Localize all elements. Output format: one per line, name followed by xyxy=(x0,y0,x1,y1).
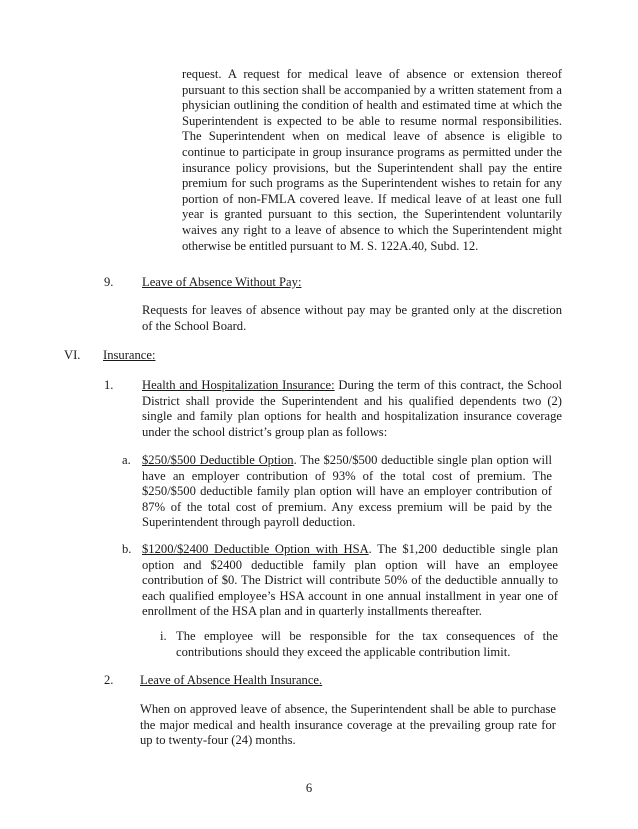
page-number: 6 xyxy=(305,781,313,795)
insurance-item-1-number: 1. xyxy=(104,378,114,392)
option-b-paragraph xyxy=(142,542,558,620)
item-9-number: 9. xyxy=(104,275,114,289)
insurance-item-2-body: When on approved leave of absence, the Superintendent shall be able to purchase the major medical and health insurance coverage at the prevailing group rate for up to twenty-four (24) months. xyxy=(140,702,556,748)
option-b-heading: $1200/$2400 Deductible Option with HSA xyxy=(142,542,369,556)
option-a-body: . The $250/$500 deductible single plan option will have an employer contribution of 93% of the total cost of premium. The $250/$500 deductible family plan option will have an employer contribution of 87% of the total cost of premium. Any excess premium will be paid by the Superintendent through payroll deduction. xyxy=(142,453,552,530)
subitem-i-body: The employee will be responsible for the tax consequences of the contributions should they exceed the applicable contribution limit. xyxy=(176,629,558,659)
insurance-item-1-heading: Health and Hospitalization Insurance: xyxy=(142,378,335,392)
option-a-letter: a. xyxy=(122,453,131,467)
option-a-paragraph xyxy=(142,453,552,531)
section-6-heading: Insurance: xyxy=(103,348,156,362)
option-b-letter: b. xyxy=(122,542,132,556)
insurance-item-1-paragraph xyxy=(142,378,562,440)
section-6-number: VI. xyxy=(64,348,81,362)
option-a-heading: $250/$500 Deductible Option xyxy=(142,453,294,467)
insurance-item-2-heading: Leave of Absence Health Insurance. xyxy=(140,673,323,687)
medical-leave-paragraph: request. A request for medical leave of absence or extension thereof pursuant to this section shall be accompanied by a written statement from a physician outlining the condition of health and estimated time at which the Superintendent is expected to be able to resume normal responsibilities. The Superintendent when on medical leave of absence is eligible to continue to participate in group insurance programs as permitted under the insurance policy provisions, but the Superintendent shall pay the entire premium for such programs as the Superintendent wishes to retain for any portion of non-FMLA covered leave. If medical leave of at least one full year is granted pursuant to this section, the Superintendent voluntarily waives any right to a leave of absence to which the Superintendent might otherwise be entitled pursuant to M. S. 122A.40, Subd. 12. xyxy=(182,67,562,253)
insurance-item-1-body: During the term of this contract, the School District shall provide the Superintendent and his qualified dependents two (2) single and family plan options for health and hospitalization insurance coverage under the school district’s group plan as follows: xyxy=(142,378,562,439)
item-9-heading: Leave of Absence Without Pay: xyxy=(142,275,302,289)
subitem-i-letter: i. xyxy=(160,629,167,643)
item-9-body: Requests for leaves of absence without pay may be granted only at the discretion of the School Board. xyxy=(142,303,562,333)
option-b-body: . The $1,200 deductible single plan option and $2400 deductible family plan option will have an employee contribution of $0. The District will contribute 50% of the deductible annually to each qualified employee’s HSA account in one annual installment in year one of enrollment of the HSA plan and in quarterly installments thereafter. xyxy=(142,542,558,619)
insurance-item-2-number: 2. xyxy=(104,673,114,687)
